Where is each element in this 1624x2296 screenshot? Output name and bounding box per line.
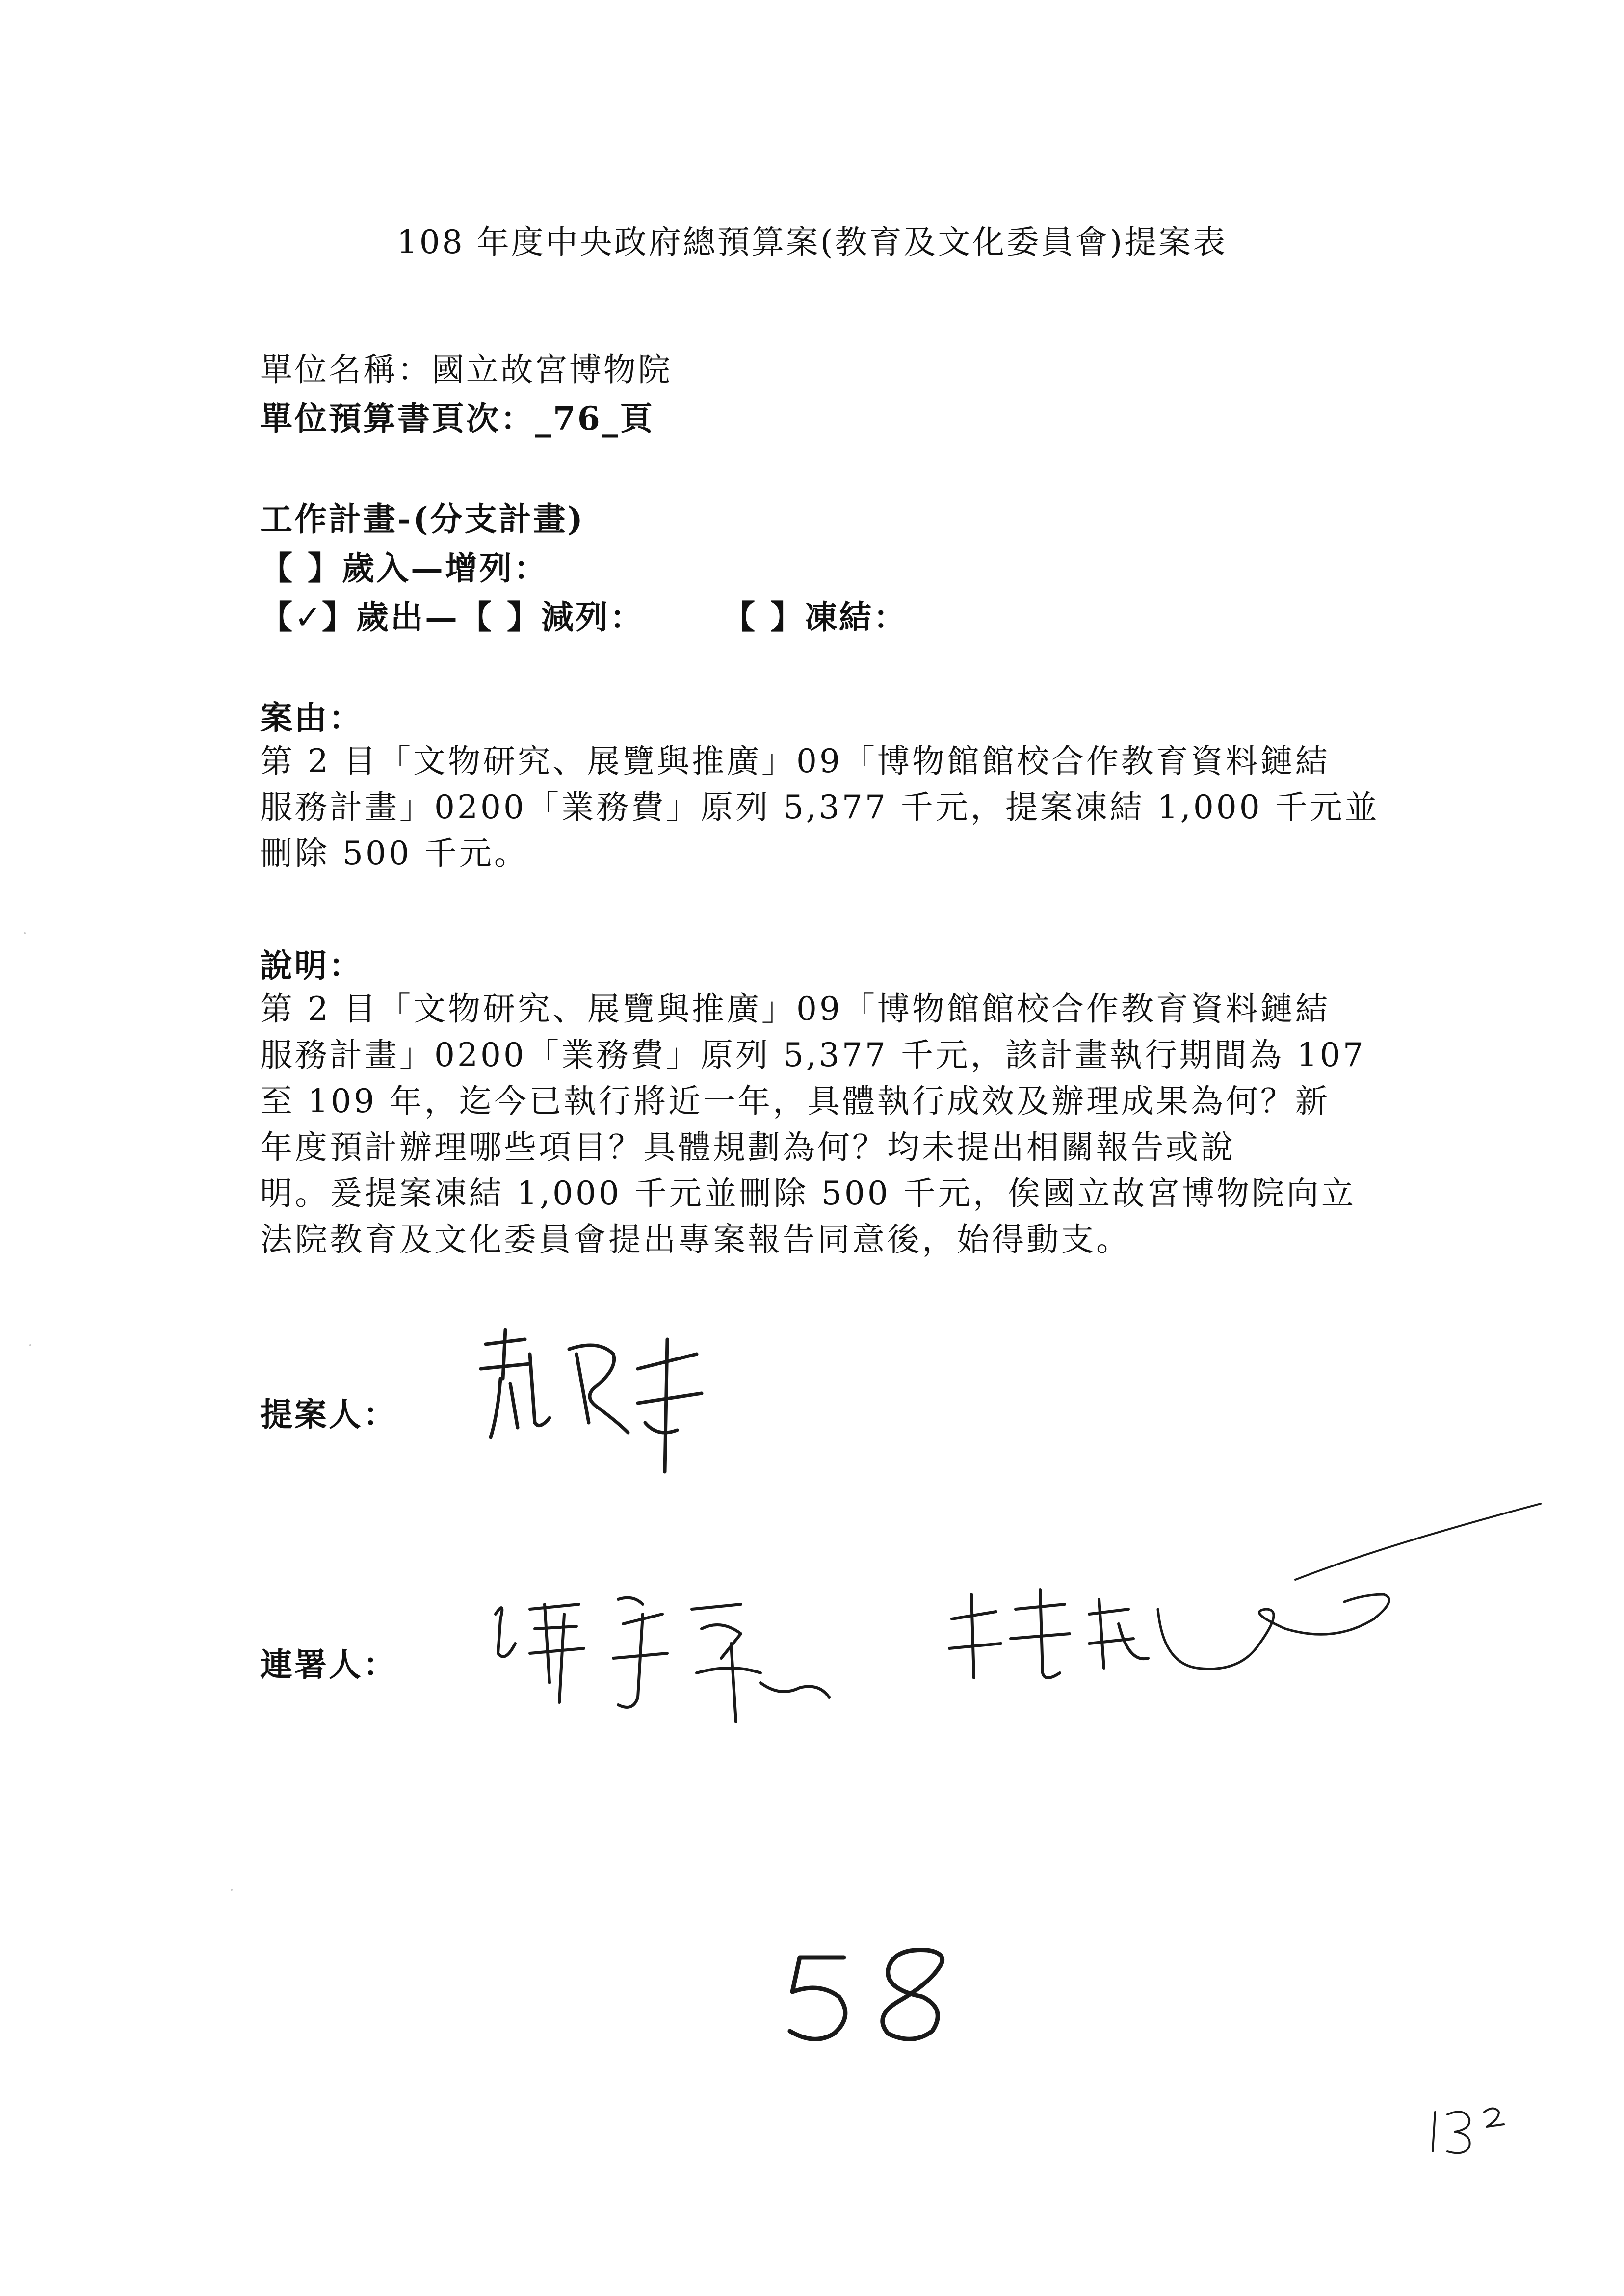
explanation-body (260, 986, 1403, 1263)
explanation-line: 年度預計辦理哪些項目？具體規劃為何？均未提出相關報告或說 (260, 1128, 1235, 1166)
proposer-label: 提案人： (260, 1395, 397, 1434)
unit-name-line: 單位名稱：國立故宮博物院 (260, 351, 672, 389)
cosigner-label: 連署人： (260, 1645, 397, 1684)
scan-speck (29, 1344, 31, 1346)
freeze-label: 凍結： (804, 598, 908, 636)
expenditure-row (260, 591, 908, 638)
checkmark-icon: ✓ (294, 599, 324, 636)
cosigner-signature-1 (486, 1585, 849, 1732)
expenditure-bracket-open: 【 (260, 598, 294, 636)
explanation-line: 至 109 年，迄今已執行將近一年，具體執行成效及辦理成果為何？新 (260, 1082, 1330, 1120)
scan-speck (231, 1889, 233, 1891)
proposer-signature (471, 1325, 726, 1487)
handwritten-page-number (780, 1943, 967, 2051)
reason-line: 第 2 目「文物研究、展覽與推廣」09「博物館館校合作教育資料鏈結 (260, 742, 1330, 780)
expenditure-label: 歲出— (356, 598, 459, 636)
expenditure-bracket-close: 】 (322, 598, 356, 636)
reason-line: 刪除 500 千元。 (260, 835, 529, 872)
revenue-row (260, 542, 548, 589)
explanation-line: 第 2 目「文物研究、展覽與推廣」09「博物館館校合作教育資料鏈結 (260, 990, 1330, 1028)
unit-budget-page-line: 單位預算書頁次：_76_頁 (260, 399, 655, 438)
explanation-line: 明。爰提案凍結 1,000 千元並刪除 500 千元，俟國立故宮博物院向立 (260, 1174, 1356, 1212)
freeze-checkbox: 【 】 (722, 598, 805, 636)
document-title: 108 年度中央政府總預算案(教育及文化委員會)提案表 (396, 223, 1228, 261)
explanation-heading: 說明： (260, 946, 363, 985)
reduce-label: 減列： (541, 598, 644, 636)
reduce-checkbox: 【 】 (459, 598, 541, 636)
revenue-checkbox: 【 】 (260, 549, 342, 587)
revenue-label: 歲入—增列： (341, 549, 548, 587)
explanation-line: 法院教育及文化委員會提出專案報告同意後，始得動支。 (260, 1221, 1131, 1258)
handwritten-corner-number (1425, 2102, 1523, 2161)
cosigner-signature-2 (942, 1501, 1550, 1717)
scan-speck (24, 932, 26, 934)
explanation-line: 服務計畫」0200「業務費」原列 5,377 千元，該計畫執行期間為 107 (260, 1036, 1366, 1074)
reason-heading: 案由： (260, 699, 363, 737)
reason-body (260, 738, 1403, 877)
reason-line: 服務計畫」0200「業務費」原列 5,377 千元，提案凍結 1,000 千元並 (260, 788, 1380, 826)
work-plan-heading: 工作計畫-(分支計畫) (260, 500, 585, 538)
